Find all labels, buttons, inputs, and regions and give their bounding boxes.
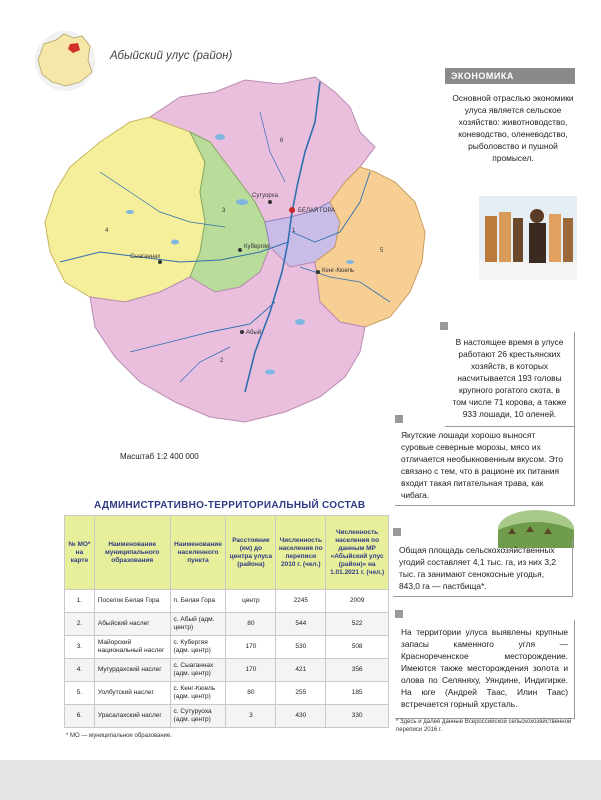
cell-num: 1.: [65, 590, 95, 613]
cell-mo-name: Уолбутский наслег: [94, 682, 170, 705]
label-belaya-gora: БЕЛАЯ ГОРА: [298, 208, 336, 214]
cell-distance: 170: [226, 636, 276, 659]
table-row: [65, 590, 389, 613]
fur-trader-photo: [479, 196, 577, 280]
cell-pop2010: 430: [276, 705, 326, 728]
label-abyy: Абый: [246, 330, 262, 336]
table-row: [65, 636, 389, 659]
cell-mo-name: Мугурдахский наслег: [94, 659, 170, 682]
cell-pop2021: 330: [326, 705, 389, 728]
cell-distance: 80: [226, 613, 276, 636]
label-kubergyaya: Кубергяя: [244, 244, 270, 250]
cell-pop2010: 544: [276, 613, 326, 636]
cell-pop2021: 522: [326, 613, 389, 636]
header-pop2010: Численность населения по переписи 2010 г. (чел.): [276, 516, 326, 590]
horses-text: Якутские лошади хорошо выносят суровые северные морозы, мясо их отличается необыкновенным вкусом. Это связано с тем, что в рационе их питания входит такая питательная трава, как чибага.: [395, 425, 575, 506]
region-yellow-west: [45, 117, 205, 302]
cell-pop2010: 530: [276, 636, 326, 659]
cell-mo-name: Абыйский наслег: [94, 613, 170, 636]
census-footnote: * Здесь и далее данные Всероссийской сельскохозяйственной переписи 2016 г.: [396, 719, 572, 733]
cell-num: 3.: [65, 636, 95, 659]
bottom-band: [0, 760, 601, 800]
mo-footnote: * МО — муниципальное образование.: [66, 733, 173, 739]
cell-num: 2.: [65, 613, 95, 636]
district-number-6: 6: [280, 138, 284, 144]
cell-num: 5.: [65, 682, 95, 705]
cell-settlement: с. Сыаганнах (адм. центр): [170, 659, 226, 682]
cell-distance: 80: [226, 682, 276, 705]
farms-marker: [440, 322, 448, 330]
header-mo-name: Наименование муниципального образования: [94, 516, 170, 590]
header-num: № МО* на карте: [65, 516, 95, 590]
agri-land-text: Общая площадь сельскохозяйственных угодий составляет 4,1 тыс. га, из них 3,2 тыс. га занимают сенокосные угодья, 843,0 га — пастбища*.: [393, 538, 573, 597]
district-number-4: 4: [105, 228, 109, 234]
district-number-3: 3: [222, 208, 226, 214]
cell-pop2021: 508: [326, 636, 389, 659]
district-number-1: 1: [292, 228, 296, 234]
economy-header: ЭКОНОМИКА: [445, 68, 575, 84]
table-row: [65, 682, 389, 705]
district-number-5: 5: [380, 248, 384, 254]
header-settlement: Наименование населенного пункта: [170, 516, 226, 590]
region-title: Абыйский улус (район): [110, 50, 233, 62]
cell-pop2010: 255: [276, 682, 326, 705]
cell-pop2010: 421: [276, 659, 326, 682]
cell-distance: 3: [226, 705, 276, 728]
farms-text: В настоящее время в улусе работают 26 крестьянских хозяйств, в которых насчитывается 193 головы крупного рогатого скота, в том числе 71 корова, а также 933 лошади, 10 оленей.: [445, 332, 575, 427]
cell-distance: центр: [226, 590, 276, 613]
table-header-row: [65, 516, 389, 590]
cell-pop2010: 2245: [276, 590, 326, 613]
minerals-text: На территории улуса выявлены крупные запасы каменного угля — Красноречeнское месторождение. Имеются также месторождения золота и олова по Селяняху, Уяндине, Индигирке. На юге (Андрей Таас, Илин Таас) встречается горный хрусталь.: [395, 620, 575, 719]
cell-pop2021: 356: [326, 659, 389, 682]
cell-settlement: с. Кенг-Кюель (адм. центр): [170, 682, 226, 705]
cell-settlement: с. Сутуруоха (адм. центр): [170, 705, 226, 728]
table-row: [65, 705, 389, 728]
district-number-2: 2: [220, 358, 224, 364]
agri-marker: [393, 528, 401, 536]
table-row: [65, 659, 389, 682]
horses-marker: [395, 415, 403, 423]
cell-mo-name: Урасалахский наслег: [94, 705, 170, 728]
cell-settlement: с. Кубергяя (адм. центр): [170, 636, 226, 659]
economy-intro: Основной отраслью экономики улуса является сельское хозяйство: животноводство, коневодство, оленеводство, рыболовство и пушной промысел.: [452, 93, 574, 163]
map-scale: Масштаб 1:2 400 000: [120, 452, 199, 461]
cell-mo-name: Поселок Белая Гора: [94, 590, 170, 613]
label-keng-kyuel: Кенг-Кюель: [322, 268, 355, 274]
label-syagannakh: Сыаганнах: [130, 254, 161, 260]
cell-num: 4.: [65, 659, 95, 682]
header-distance: Расстояние (км) до центра улуса (района): [226, 516, 276, 590]
minerals-marker: [395, 610, 403, 618]
cell-distance: 170: [226, 659, 276, 682]
table-row: [65, 613, 389, 636]
cell-pop2021: 2009: [326, 590, 389, 613]
admin-table: [64, 515, 389, 728]
header-pop2021: Численность населения по данным МР «Абыйский улус (район)» на 1.01.2021 г. (чел.): [326, 516, 389, 590]
cell-num: 6.: [65, 705, 95, 728]
cell-settlement: с. Абый (адм. центр): [170, 613, 226, 636]
admin-table-title: АДМИНИСТРАТИВНО-ТЕРРИТОРИАЛЬНЫЙ СОСТАВ: [94, 500, 366, 511]
label-sutuorokha: Сутуорха: [252, 193, 278, 199]
cell-mo-name: Майорский национальный наслег: [94, 636, 170, 659]
district-map: [30, 62, 450, 462]
cell-pop2021: 185: [326, 682, 389, 705]
cell-settlement: п. Белая Гора: [170, 590, 226, 613]
